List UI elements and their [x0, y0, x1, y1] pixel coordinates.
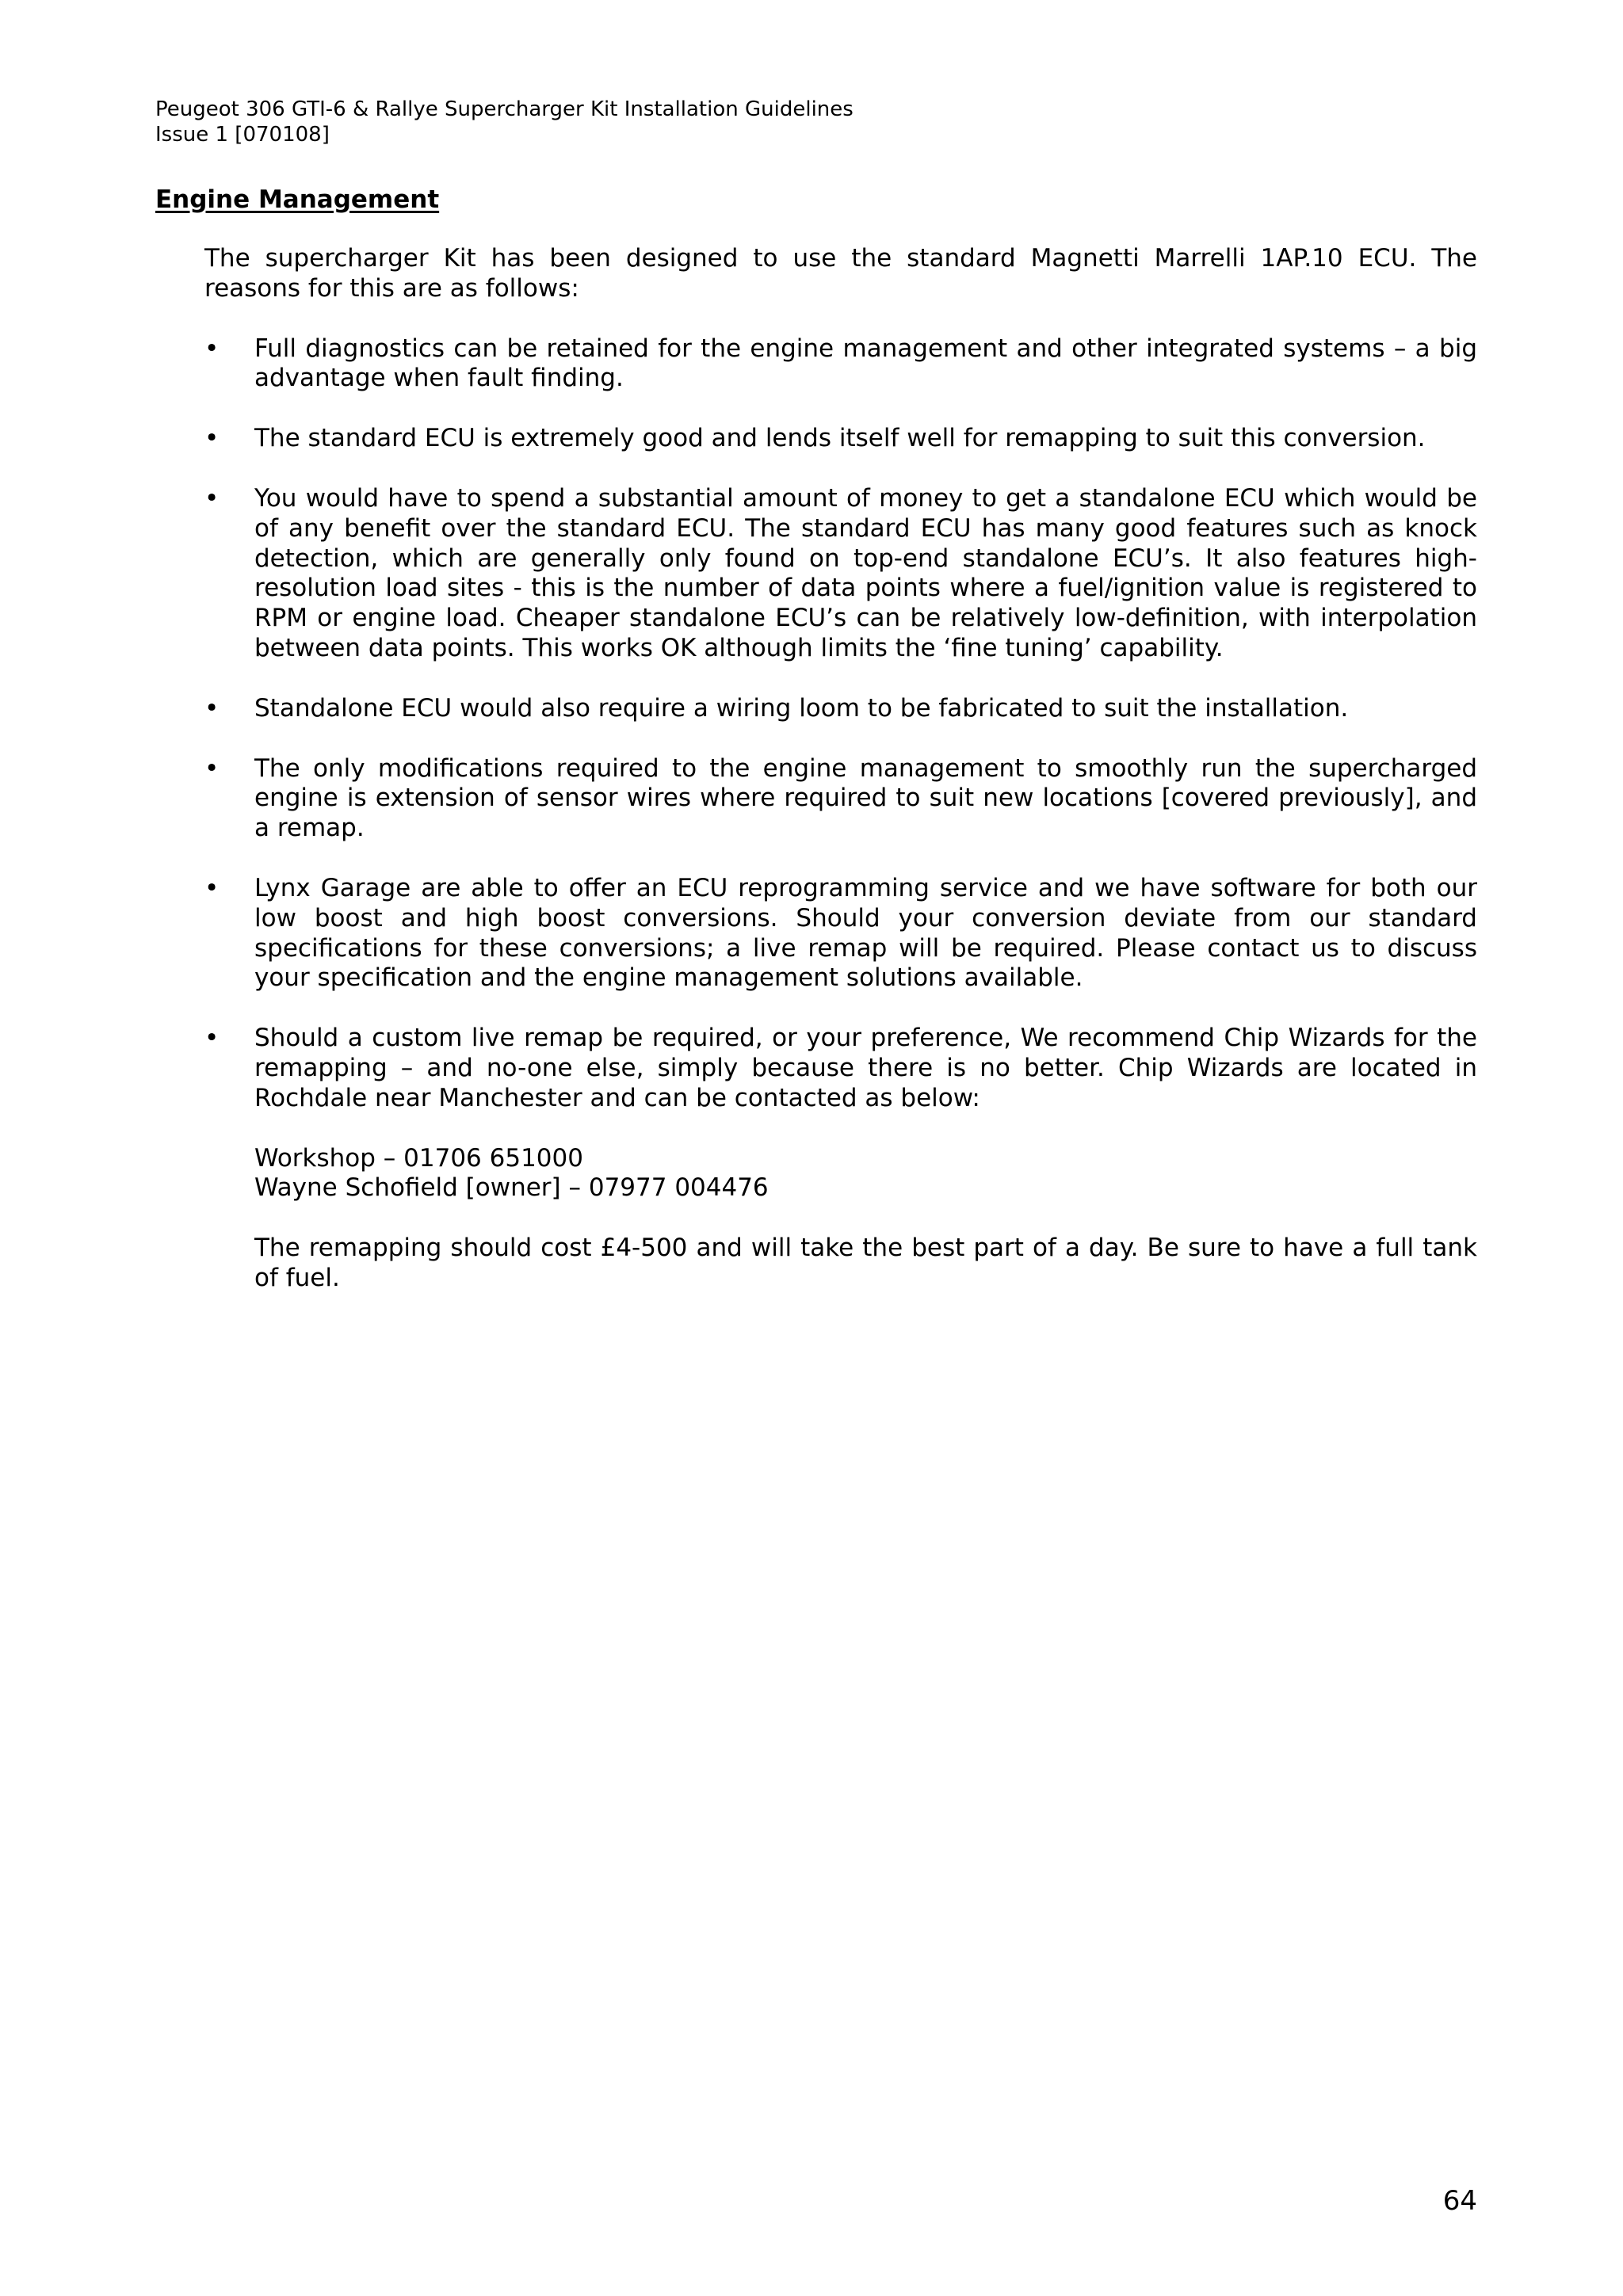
bullet-icon: • [204, 334, 220, 363]
page-number: 64 [1442, 2185, 1477, 2217]
section-body [204, 244, 1477, 1324]
list-item-text: You would have to spend a substantial amount of money to get a standalone ECU which would be of any benefit over the standard ECU. The standard ECU has many good features such as knock detection, which are generally only found on top-end standalone ECU’s. It also features high-resolution load sites - this is the number of data points where a fuel/ignition value is registered to RPM or engine load. Cheaper standalone ECU’s can be relatively low-definition, with interpolation between data points. This works OK although limits the ‘fine tuning’ capability. [254, 483, 1477, 662]
list-item [204, 1024, 1477, 1294]
bullet-icon: • [204, 424, 220, 453]
bullet-icon: • [204, 483, 220, 513]
list-item-text: Lynx Garage are able to offer an ECU reprogramming service and we have software for both our low boost and high boost conversions. Should your conversion deviate from our standard specifications for these conversions; a live remap will be required. Please contact us to discuss your specification and the engine management solutions available. [254, 873, 1477, 993]
list-item-text: The standard ECU is extremely good and lends itself well for remapping to suit this conversion. [254, 424, 1426, 453]
header-issue: Issue 1 [070108] [155, 123, 330, 147]
bullet-icon: • [204, 693, 220, 723]
list-item-text: Full diagnostics can be retained for the engine management and other integrated systems – a big advantage when fault finding. [254, 334, 1477, 393]
list-item [204, 754, 1477, 844]
list-item [204, 874, 1477, 994]
list-item [204, 424, 1477, 454]
contact-workshop: Workshop – 01706 651000 [254, 1143, 583, 1173]
intro-paragraph: The supercharger Kit has been designed to use the standard Magnetti Marrelli 1AP.10 ECU. The reasons for this are as follows: [204, 244, 1477, 303]
header-title: Peugeot 306 GTI-6 & Rallye Supercharger Kit Installation Guidelines [155, 97, 854, 121]
list-item-text: Should a custom live remap be required, or your preference, We recommend Chip Wizards for the remapping – and no-one else, simply because there is no better. Chip Wizards are located in Rochdale near Manchester and can be contacted as below: [254, 1024, 1477, 1112]
bullet-icon: • [204, 1024, 220, 1053]
list-item [204, 484, 1477, 664]
reasons-list [204, 334, 1477, 1294]
list-item [204, 334, 1477, 395]
list-item-text: Standalone ECU would also require a wiring loom to be fabricated to suit the installation. [254, 693, 1349, 723]
section-heading: Engine Management [155, 185, 440, 214]
bullet-icon: • [204, 753, 220, 783]
bullet-icon: • [204, 873, 220, 902]
contact-owner: Wayne Schofield [owner] – 07977 004476 [254, 1173, 769, 1203]
list-item [204, 694, 1477, 724]
contact-details [254, 1144, 1477, 1204]
running-header [155, 97, 854, 147]
list-item-text: The only modifications required to the engine management to smoothly run the supercharged engine is extension of sensor wires where required to suit new locations [covered previously], and a remap. [254, 753, 1477, 843]
closing-note: The remapping should cost £4-500 and will take the best part of a day. Be sure to have a full tank of fuel. [254, 1234, 1477, 1292]
